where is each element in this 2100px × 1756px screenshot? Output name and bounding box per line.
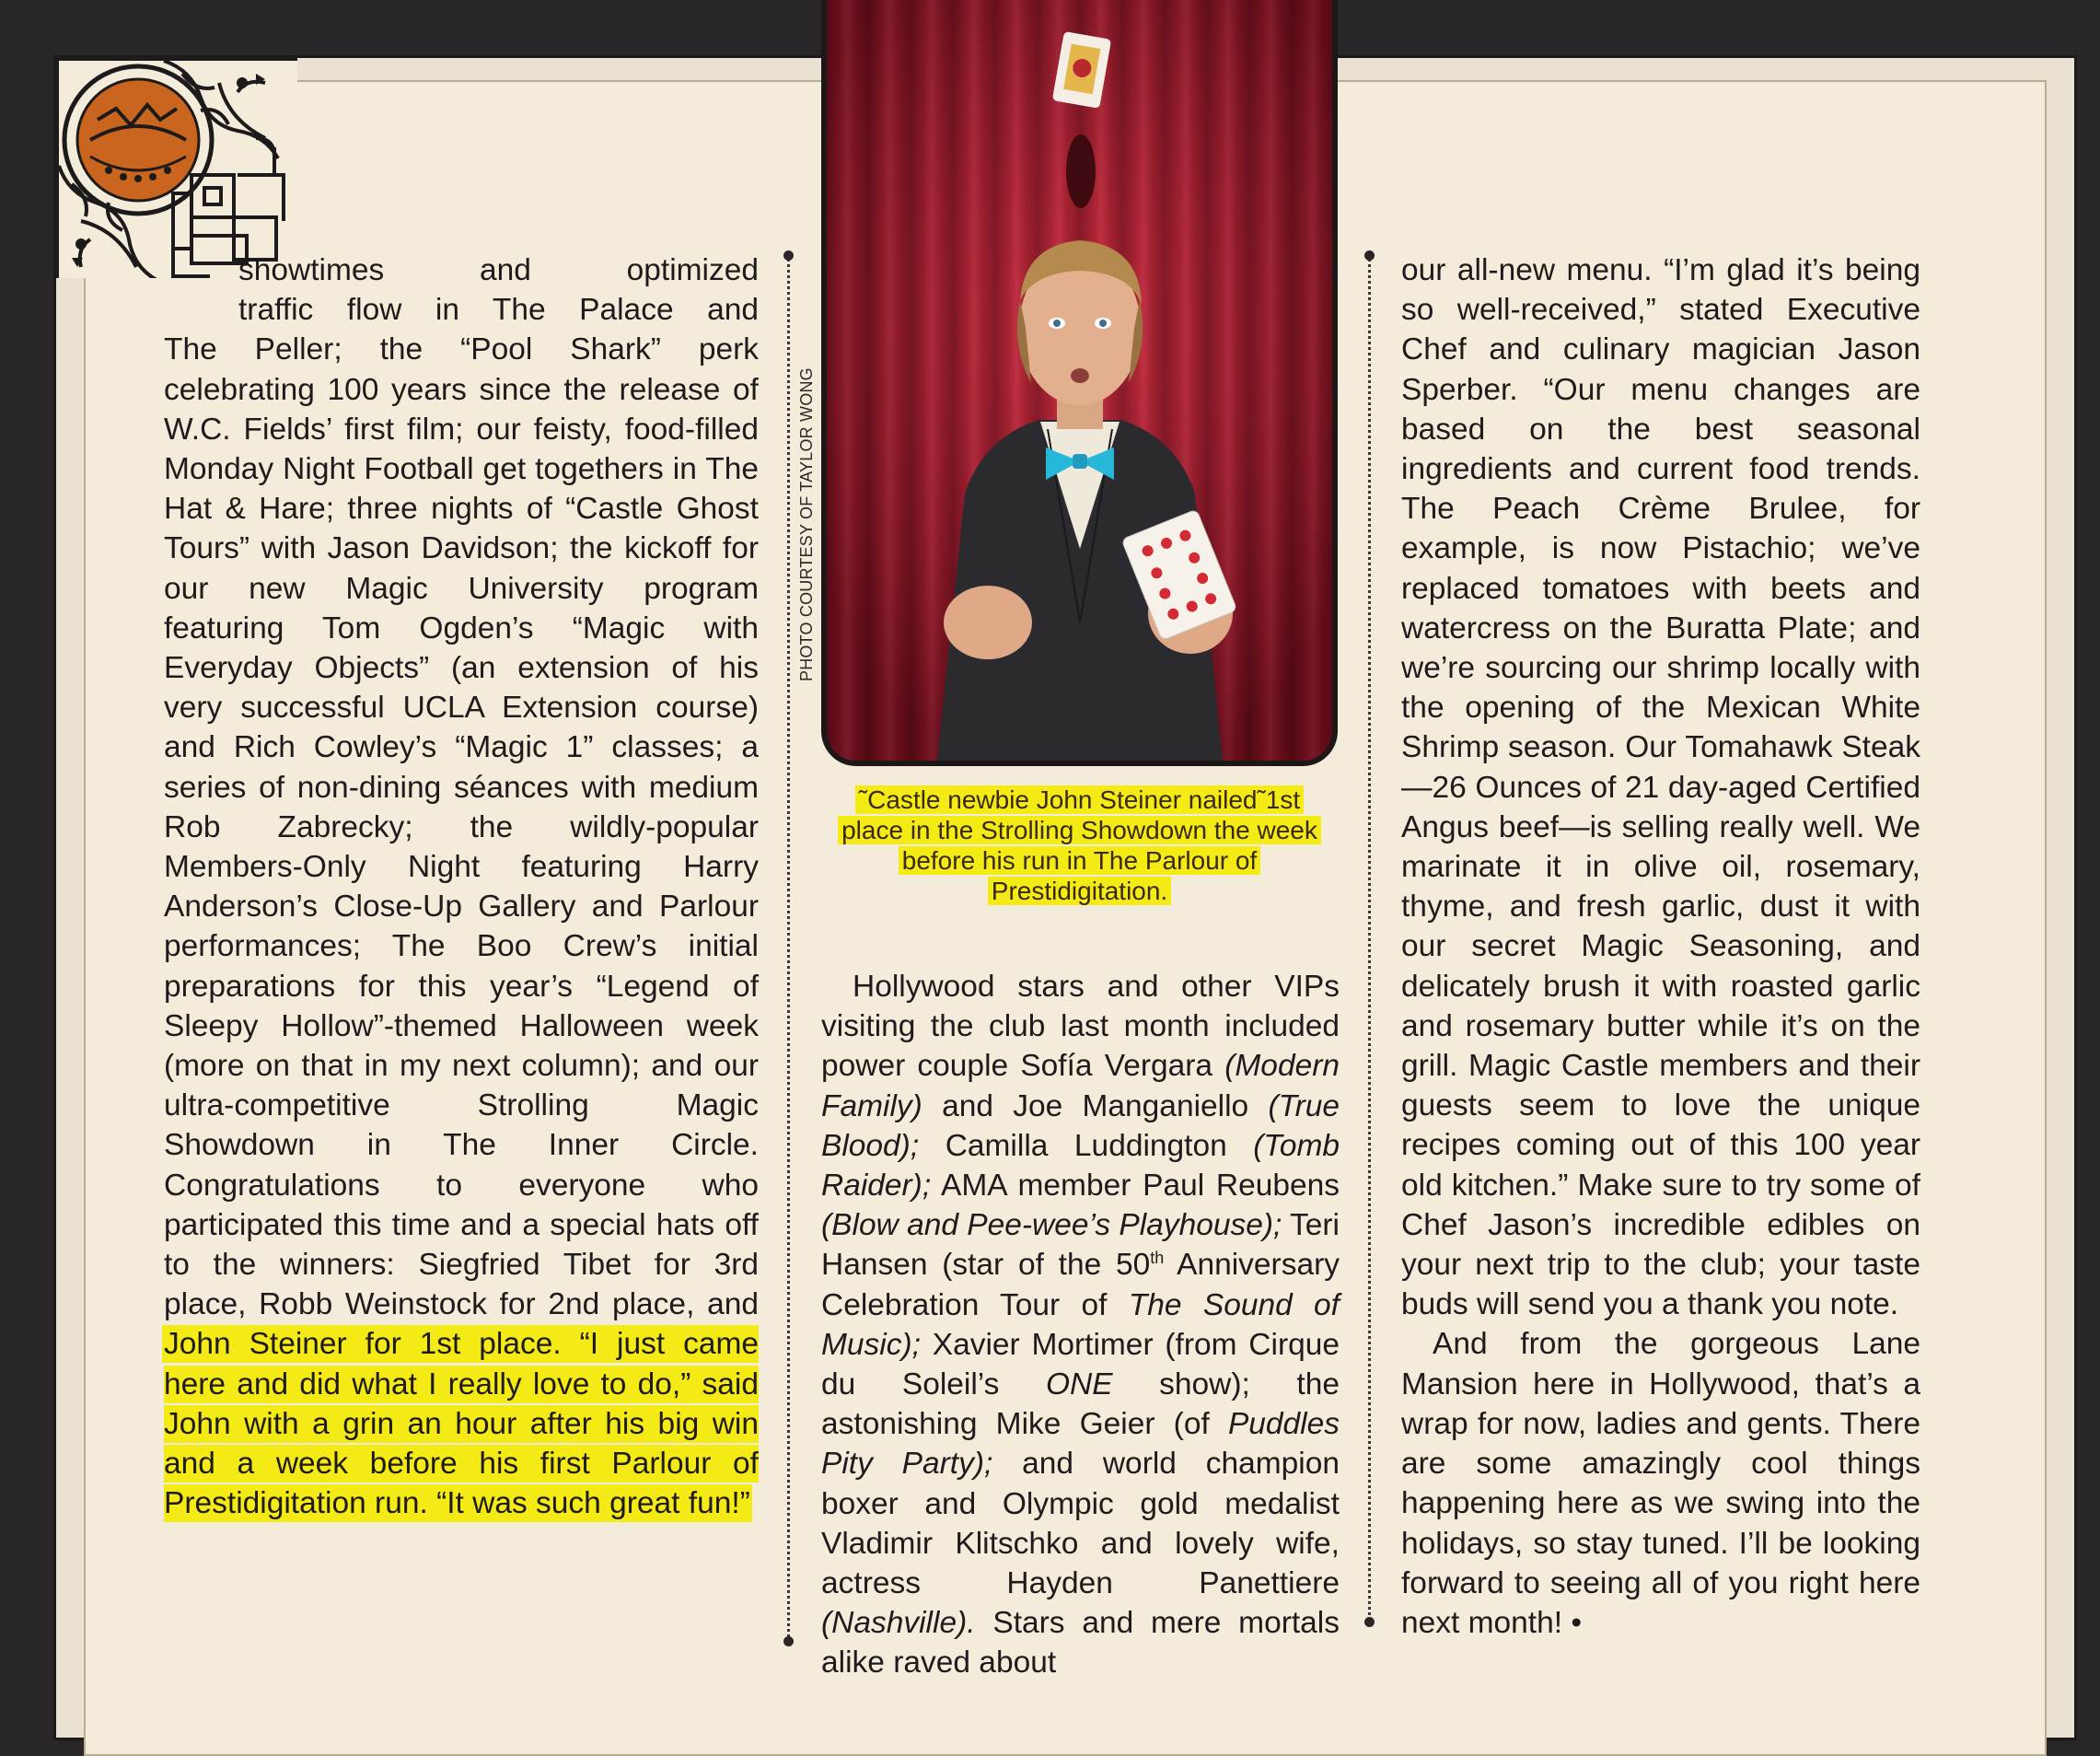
article-title-italic: ONE <box>1045 1367 1113 1402</box>
column-divider-right <box>1368 254 1371 1626</box>
article-title-italic: (Modern Family) <box>821 1049 1340 1123</box>
bullet-dot-icon <box>783 1636 794 1646</box>
article-title-italic: (Blow and Pee-wee’s Playhouse); <box>821 1208 1282 1243</box>
decorative-corner-ornament-icon <box>53 55 297 278</box>
bullet-dot-icon <box>783 250 794 261</box>
article-text: and Joe Manganiello <box>922 1088 1269 1123</box>
magician-photo <box>821 0 1338 766</box>
article-title-italic: Puddles Pity Party); <box>821 1407 1340 1482</box>
photo-caption-text: ˜Castle newbie John Steiner nailed˜1st place in the Strolling Showdown the week before his run in The Parlour of Prestidigitation. <box>838 785 1321 905</box>
article-text: and world champion boxer and Olympic gold medalist Vladimir Klitschko and lovely wife, actress Hayden Panettiere <box>821 1447 1340 1601</box>
article-paragraph: our all-new menu. “I’m glad it’s being so well-received,” stated Executive Chef and culinary magician Jason Sperber. “Our menu changes are based on the best seasonal ingredients and current food trends. The Peach Crème Brulee, for example, is now Pistachio; we’ve replaced tomatoes with beets and watercress on the Buratta Plate; and we’re sourcing our shrimp locally with the opening of the Mexican White Shrimp season. Our Tomahawk Steak—26 Ounces of 21 day-aged Certified Angus beef—is selling really well. We marinate it in olive oil, rosemary, thyme, and fresh garlic, dust it with our secret Magic Seasoning, and delicately brush it with roasted garlic and rosemary butter while it’s on the grill. Magic Castle members and their guests seem to love the unique recipes coming out of this 100 year old kitchen.” Make sure to try some of Chef Jason’s incredible edibles on your next trip to the club; your taste buds will send you a thank you note. <box>1401 253 1920 1322</box>
photo-caption <box>829 785 1330 906</box>
column-divider-left <box>787 254 790 1643</box>
bullet-dot-icon <box>1364 1617 1375 1627</box>
article-paragraph <box>164 330 759 1523</box>
photo-credit: PHOTO COURTESY OF TAYLOR WONG <box>797 367 816 681</box>
article-paragraph <box>821 967 1340 1683</box>
magician-illustration <box>827 0 1332 761</box>
article-text: Xavier Mortimer (from Cirque du Soleil’s <box>821 1327 1340 1402</box>
article-text: Stars and mere mortals alike raved about <box>821 1606 1340 1680</box>
article-column-middle <box>821 967 1340 1683</box>
article-text: Teri Hansen (star of the 50 <box>821 1208 1340 1283</box>
article-text: Anniversary Celebration Tour of <box>821 1248 1340 1322</box>
bullet-dot-icon <box>1364 250 1375 261</box>
article-text: AMA member Paul Reubens <box>931 1169 1340 1204</box>
article-text: Hollywood stars and other VIPs visiting the club last month included power couple Sofía Vergara <box>821 970 1340 1084</box>
article-paragraph: And from the gorgeous Lane Mansion here in Hollywood, that’s a wrap for now, ladies and gents. There are some amazingly cool things happening here as we swing into the holidays, so stay tuned. I’ll be looking forward to seeing all of you right here next month! • <box>1401 1327 1920 1640</box>
photo-image <box>827 0 1332 761</box>
article-column-right <box>1401 250 1920 1643</box>
ordinal-superscript: th <box>1150 1249 1165 1268</box>
article-line: traffic flow in The Palace and <box>238 293 759 328</box>
article-column-left <box>164 250 759 1524</box>
article-title-italic: (True Blood); <box>821 1088 1340 1163</box>
article-text: show); the astonishing Mike Geier (of <box>821 1367 1340 1442</box>
article-title-italic: The Sound of Music); <box>821 1287 1340 1362</box>
highlighted-quote: John Steiner for 1st place. “I just came here and did what I really love to do,” said John with a grin an hour after his big win and a week before his first Parlour of Prestidigitation run. “It was such great fun!” <box>164 1327 759 1521</box>
article-text: Camilla Luddington <box>919 1128 1254 1163</box>
article-title-italic: (Tomb Raider); <box>821 1128 1340 1204</box>
article-line: showtimes and optimized <box>238 253 759 287</box>
article-text: The Peller; the “Pool Shark” perk celebrating 100 years since the release of W.C. Fields’ first film; our feisty, food-filled Monday Night Football get togethers in The Hat & Hare; three nights of “Castle Ghost Tours” with Jason Davidson; the kickoff for our new Magic University program featuring Tom Ogden’s “Magic with Everyday Objects” (an extension of his very successful UCLA Extension course) and Rich Cowley’s “Magic 1” classes; a series of non-dining séances with medium Rob Zabrecky; the wildly-popular Members-Only Night featuring Harry Anderson’s Close-Up Gallery and Parlour performances; The Boo Crew’s initial preparations for this year’s “Legend of Sleepy Hollow”-themed Halloween week (more on that in my next column); and our ultra-competitive Strolling Magic Showdown in The Inner Circle. Congratulations to everyone who participated this time and a special hats off to the winners: Siegfried Tibet for 3rd place, Robb Weinstock for 2nd place, and <box>164 332 759 1322</box>
article-title-italic: (Nashville). <box>821 1606 976 1641</box>
